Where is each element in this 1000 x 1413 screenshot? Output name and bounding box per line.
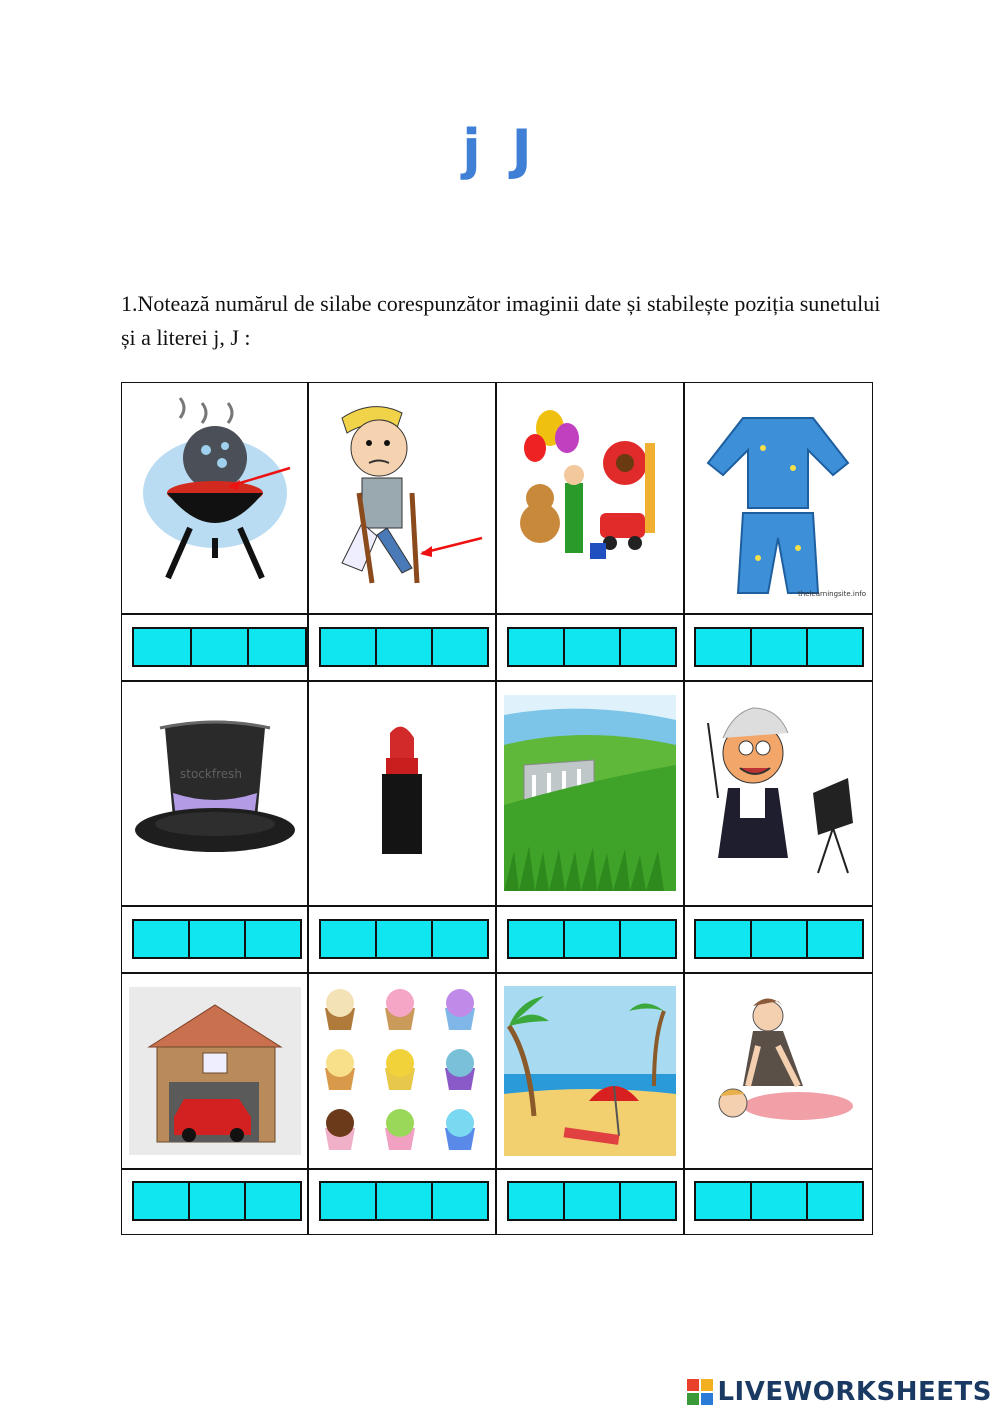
syllable-box[interactable]	[377, 1183, 433, 1219]
liveworksheets-logo	[687, 1377, 992, 1407]
answer-boxes-4	[694, 627, 864, 667]
syllable-box[interactable]	[509, 1183, 565, 1219]
syllable-box[interactable]	[752, 921, 808, 957]
syllable-box[interactable]	[377, 629, 433, 665]
syllable-box[interactable]	[696, 1183, 752, 1219]
syllable-box[interactable]	[321, 1183, 377, 1219]
answer-boxes-9	[132, 1181, 302, 1221]
syllable-box[interactable]	[621, 1183, 675, 1219]
liveworksheets-logo-icon	[687, 1379, 713, 1405]
grill-icon	[122, 383, 307, 613]
answer-boxes-6	[319, 919, 489, 959]
syllable-box[interactable]	[752, 629, 808, 665]
brand-name: LIVEWORKSHEETS	[717, 1377, 992, 1407]
stock-watermark: stockfresh	[179, 767, 242, 781]
syllable-box[interactable]	[190, 921, 246, 957]
syllable-box[interactable]	[192, 629, 250, 665]
syllable-box[interactable]	[433, 629, 487, 665]
syllable-box[interactable]	[249, 629, 305, 665]
toys-icon	[496, 383, 683, 613]
massage-icon	[684, 973, 872, 1168]
beach-icon	[496, 973, 683, 1168]
syllable-box[interactable]	[321, 921, 377, 957]
exercise-instruction: 1.Notează numărul de silabe corespunzător imaginii date și stabilește poziția sunetului și a literei j, J :	[121, 291, 881, 350]
syllable-box[interactable]	[565, 921, 621, 957]
syllable-box[interactable]	[509, 629, 565, 665]
syllable-box[interactable]	[433, 921, 487, 957]
syllable-box[interactable]	[696, 921, 752, 957]
syllable-box[interactable]	[377, 921, 433, 957]
answer-boxes-10	[319, 1181, 489, 1221]
syllable-box[interactable]	[509, 921, 565, 957]
boy-crutches-icon	[308, 383, 495, 613]
pajamas-icon	[684, 383, 872, 613]
syllable-box[interactable]	[134, 629, 192, 665]
answer-boxes-2	[319, 627, 489, 667]
answer-boxes-7	[507, 919, 677, 959]
syllable-box[interactable]	[134, 1183, 190, 1219]
answer-boxes-11	[507, 1181, 677, 1221]
exercise-grid	[121, 382, 873, 1235]
answer-boxes-3	[507, 627, 677, 667]
syllable-box[interactable]	[808, 629, 862, 665]
page-title: j J	[462, 118, 538, 181]
syllable-box[interactable]	[696, 629, 752, 665]
syllable-box[interactable]	[808, 1183, 862, 1219]
answer-boxes-1	[132, 627, 307, 667]
syllable-box[interactable]	[246, 1183, 300, 1219]
syllable-box[interactable]	[621, 921, 675, 957]
syllable-box[interactable]	[190, 1183, 246, 1219]
syllable-box[interactable]	[134, 921, 190, 957]
syllable-box[interactable]	[321, 629, 377, 665]
syllable-box[interactable]	[752, 1183, 808, 1219]
answer-boxes-5	[132, 919, 302, 959]
syllable-box[interactable]	[621, 629, 675, 665]
syllable-box[interactable]	[433, 1183, 487, 1219]
pajamas-caption: thelearningsite.info	[798, 590, 867, 598]
syllable-box[interactable]	[246, 921, 300, 957]
conductor-icon	[684, 681, 872, 905]
cupcakes-icon	[308, 973, 495, 1168]
syllable-box[interactable]	[808, 921, 862, 957]
answer-boxes-8	[694, 919, 864, 959]
lipstick-icon	[308, 681, 495, 905]
garage-icon	[122, 973, 307, 1168]
answer-boxes-12	[694, 1181, 864, 1221]
syllable-box[interactable]	[565, 629, 621, 665]
top-hat-icon	[122, 681, 307, 905]
dam-icon	[496, 681, 683, 905]
syllable-box[interactable]	[565, 1183, 621, 1219]
